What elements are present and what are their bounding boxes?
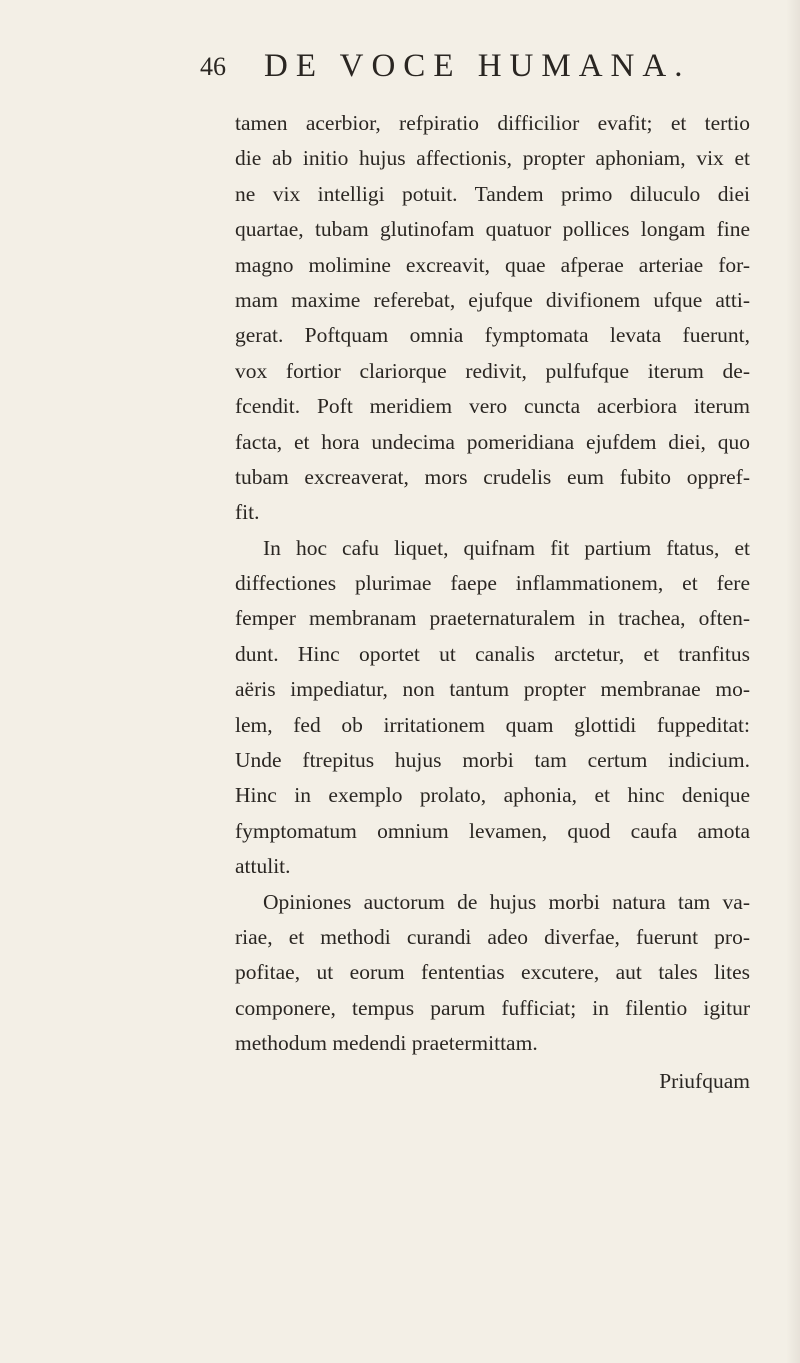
text-line: tubam excreaverat, mors crudelis eum fubito oppref- xyxy=(235,464,750,489)
text-line: fit. xyxy=(235,500,260,525)
body-text xyxy=(235,106,750,1099)
text-line: fcendit. Poft meridiem vero cuncta acerbiora iterum xyxy=(235,394,750,419)
text-line: Opiniones auctorum de hujus morbi natura tam va- xyxy=(263,889,750,914)
text-line: Hinc in exemplo prolato, aphonia, et hinc denique xyxy=(235,783,750,808)
catchword: Priufquam xyxy=(659,1068,750,1093)
text-line: facta, et hora undecima pomeridiana ejufdem diei, quo xyxy=(235,429,750,454)
text-line: diffectiones plurimae faepe inflammationem, et fere xyxy=(235,571,750,596)
text-line: femper membranam praeternaturalem in trachea, often- xyxy=(235,606,750,631)
text-line: pofitae, ut eorum fententias excutere, aut tales lites xyxy=(235,960,750,985)
page-header xyxy=(200,48,720,88)
text-line: riae, et methodi curandi adeo diverfae, fuerunt pro- xyxy=(235,924,750,949)
text-line: ne vix intelligi potuit. Tandem primo diluculo diei xyxy=(235,181,750,206)
text-line: quartae, tubam glutinofam quatuor pollices longam fine xyxy=(235,217,750,242)
text-line: mam maxime referebat, ejufque divifionem ufque atti- xyxy=(235,287,750,312)
running-title: DE VOCE HUMANA. xyxy=(264,48,691,84)
text-line: componere, tempus parum fufficiat; in filentio igitur xyxy=(235,995,750,1020)
text-line: lem, fed ob irritationem quam glottidi fuppeditat: xyxy=(235,712,750,737)
page-edge-shadow xyxy=(786,0,800,1363)
text-line: magno molimine excreavit, quae afperae arteriae for- xyxy=(235,252,750,277)
text-line: fymptomatum omnium levamen, quod caufa amota xyxy=(235,818,750,843)
text-line: tamen acerbior, refpiratio difficilior evafit; et tertio xyxy=(235,111,750,135)
text-line: dunt. Hinc oportet ut canalis arctetur, et tranfitus xyxy=(235,641,750,666)
text-line: In hoc cafu liquet, quifnam fit partium ftatus, et xyxy=(263,535,750,560)
text-line: aëris impediatur, non tantum propter membranae mo- xyxy=(235,677,750,702)
text-line: die ab initio hujus affectionis, propter aphoniam, vix et xyxy=(235,146,750,171)
text-line: gerat. Poftquam omnia fymptomata levata fuerunt, xyxy=(235,323,750,348)
text-line: methodum medendi praetermittam. xyxy=(235,1031,538,1056)
text-line: vox fortior clariorque redivit, pulfufque iterum de- xyxy=(235,358,750,383)
page-number: 46 xyxy=(200,52,226,81)
text-line: attulit. xyxy=(235,854,291,879)
text-line: Unde ftrepitus hujus morbi tam certum indicium. xyxy=(235,748,750,773)
